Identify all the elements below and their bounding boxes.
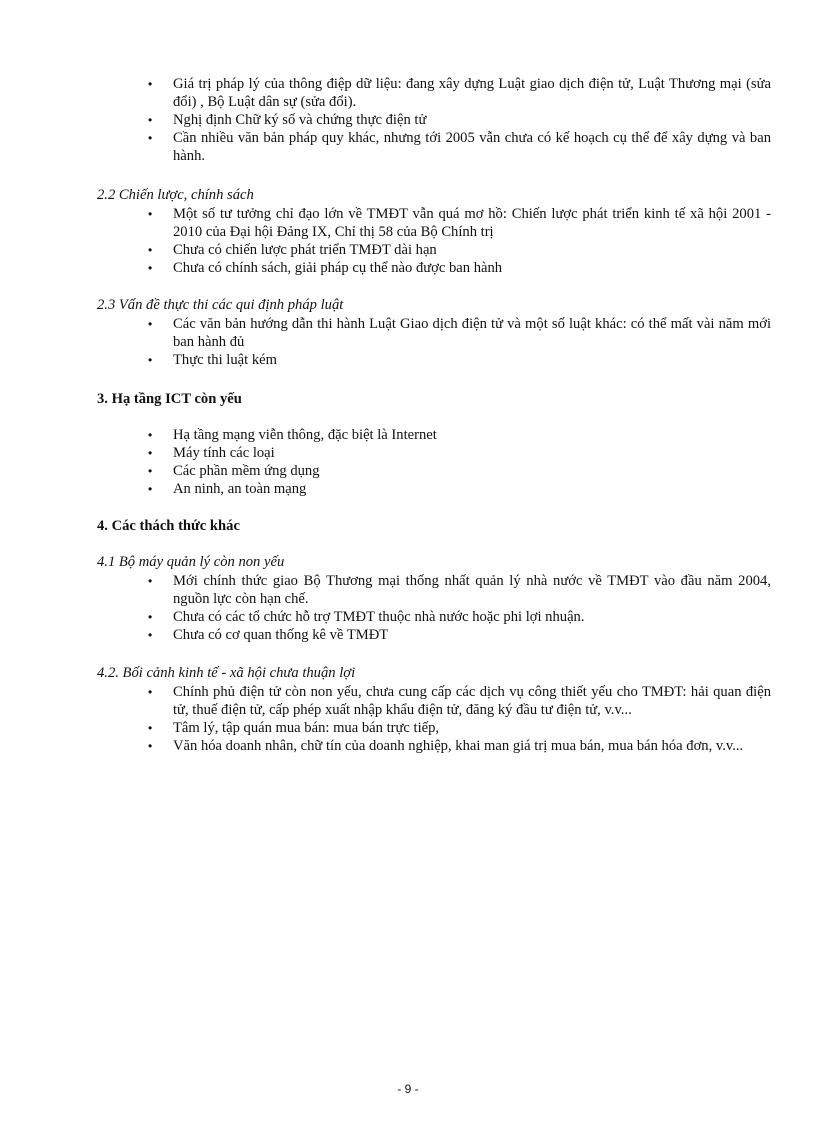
list-item: • Nghị định Chữ ký số và chứng thực điện tử: [148, 111, 771, 129]
list-item: • Giá trị pháp lý của thông điệp dữ liệu: đang xây dựng Luật giao dịch điện tử, Luật Thương mại (sửa đổi) , Bộ Luật dân sự (sửa đổi).: [148, 75, 771, 111]
list-item: • Thực thi luật kém: [148, 351, 771, 369]
section-3-title: 3. Hạ tầng ICT còn yếu: [97, 391, 242, 407]
legal-value-list: [148, 75, 771, 165]
list-item: • Chính phủ điện tử còn non yếu, chưa cung cấp các dịch vụ công thiết yếu cho TMĐT: hải quan điện tử, thuế điện tử, cấp phép xuất nhập khẩu điện tử, đăng ký đầu tư điện tử, v.v...: [148, 683, 771, 719]
list-item: • An ninh, an toàn mạng: [148, 480, 771, 498]
page-number: - 9 -: [397, 1082, 419, 1096]
list-item: • Hạ tầng mạng viễn thông, đặc biệt là Internet: [148, 426, 771, 444]
section-4-title: 4. Các thách thức khác: [97, 518, 240, 534]
ict-infrastructure-list: [148, 426, 771, 498]
socio-economic-context-list: [148, 683, 771, 755]
list-item: • Chưa có chiến lược phát triển TMĐT dài hạn: [148, 241, 771, 259]
list-item: • Mới chính thức giao Bộ Thương mại thống nhất quản lý nhà nước về TMĐT vào đầu năm 2004, nguồn lực còn hạn chế.: [148, 572, 771, 608]
section-2-2-title: 2.2 Chiến lược, chính sách: [97, 187, 254, 203]
section-4-1-title: 4.1 Bộ máy quản lý còn non yếu: [97, 554, 285, 570]
list-item: • Tâm lý, tập quán mua bán: mua bán trực tiếp,: [148, 719, 771, 737]
list-item: • Chưa có các tổ chức hỗ trợ TMĐT thuộc nhà nước hoặc phi lợi nhuận.: [148, 608, 771, 626]
list-item: • Văn hóa doanh nhân, chữ tín của doanh nghiệp, khai man giá trị mua bán, mua bán hóa đơn, v.v...: [148, 737, 771, 755]
law-enforcement-list: [148, 315, 771, 369]
section-2-3-title: 2.3 Vấn đề thực thi các qui định pháp luật: [97, 297, 344, 313]
list-item: • Chưa có chính sách, giải pháp cụ thể nào được ban hành: [148, 259, 771, 277]
strategy-policy-list: [148, 205, 771, 277]
list-item: • Các văn bản hướng dẫn thi hành Luật Giao dịch điện tử và một số luật khác: có thể mất vài năm mới ban hành đủ: [148, 315, 771, 351]
management-apparatus-list: [148, 572, 771, 644]
list-item: • Một số tư tưởng chỉ đạo lớn về TMĐT vẫn quá mơ hồ: Chiến lược phát triển kinh tế xã hội 2001 - 2010 của Đại hội Đảng IX, Chỉ thị 58 của Bộ Chính trị: [148, 205, 771, 241]
section-4-2-title: 4.2. Bối cảnh kinh tế - xã hội chưa thuận lợi: [97, 665, 356, 681]
list-item: • Cần nhiều văn bản pháp quy khác, nhưng tới 2005 vẫn chưa có kế hoạch cụ thể để xây dựng và ban hành.: [148, 129, 771, 165]
list-item: • Máy tính các loại: [148, 444, 771, 462]
list-item: • Chưa có cơ quan thống kê về TMĐT: [148, 626, 771, 644]
list-item: • Các phần mềm ứng dụng: [148, 462, 771, 480]
